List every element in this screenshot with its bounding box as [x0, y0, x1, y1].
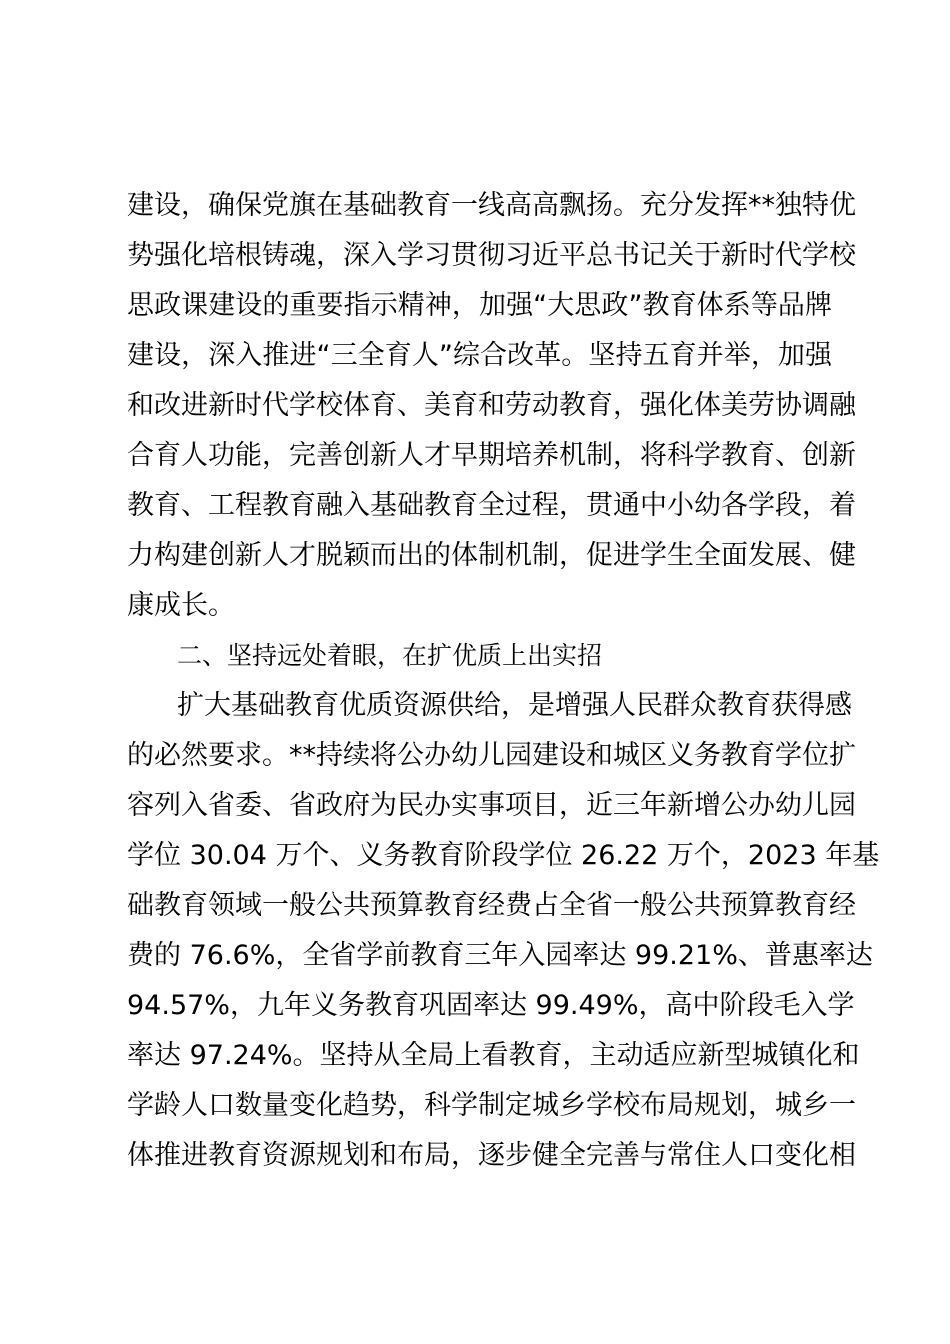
paragraph-line: 费的 76.6%，全省学前教育三年入园率达 99.21%、普惠率达 — [127, 940, 873, 971]
paragraph-line: 建设，确保党旗在基础教育一线高高飘扬。充分发挥**独特优 — [127, 190, 856, 221]
paragraph-line: 建设，深入推进“三全育人”综合改革。坚持五育并举，加强 — [127, 340, 832, 371]
section-heading: 二、坚持远处着眼，在扩优质上出实招 — [177, 641, 603, 670]
paragraph-line: 础教育领域一般公共预算教育经费占全省一般公共预算教育经 — [127, 890, 856, 921]
paragraph-line: 教育、工程教育融入基础教育全过程，贯通中小幼各学段，着 — [127, 490, 856, 521]
paragraph-line: 体推进教育资源规划和布局，逐步健全完善与常住人口变化相 — [127, 1140, 856, 1171]
paragraph-line: 势强化培根铸魂，深入学习贯彻习近平总书记关于新时代学校 — [127, 240, 856, 271]
paragraph-line: 康成长。 — [127, 590, 235, 621]
paragraph-line: 力构建创新人才脱颖而出的体制机制，促进学生全面发展、健 — [127, 540, 856, 571]
paragraph-line: 扩大基础教育优质资源供给，是增强人民群众教育获得感 — [177, 690, 852, 721]
paragraph-line: 合育人功能，完善创新人才早期培养机制，将科学教育、创新 — [127, 440, 856, 471]
paragraph-line: 94.57%，九年义务教育巩固率达 99.49%，高中阶段毛入学 — [127, 990, 855, 1021]
paragraph-line: 学位 30.04 万个、义务教育阶段学位 26.22 万个，2023 年基 — [127, 840, 880, 871]
paragraph-line: 思政课建设的重要指示精神，加强“大思政”教育体系等品牌 — [127, 290, 832, 321]
paragraph-line: 容列入省委、省政府为民办实事项目，近三年新增公办幼儿园 — [127, 790, 856, 821]
paragraph-line: 学龄人口数量变化趋势，科学制定城乡学校布局规划，城乡一 — [127, 1090, 856, 1121]
paragraph-line: 的必然要求。**持续将公办幼儿园建设和城区义务教育学位扩 — [127, 740, 856, 771]
paragraph-line: 和改进新时代学校体育、美育和劳动教育，强化体美劳协调融 — [127, 390, 856, 421]
paragraph-line: 率达 97.24%。坚持从全局上看教育，主动适应新型城镇化和 — [127, 1040, 860, 1071]
